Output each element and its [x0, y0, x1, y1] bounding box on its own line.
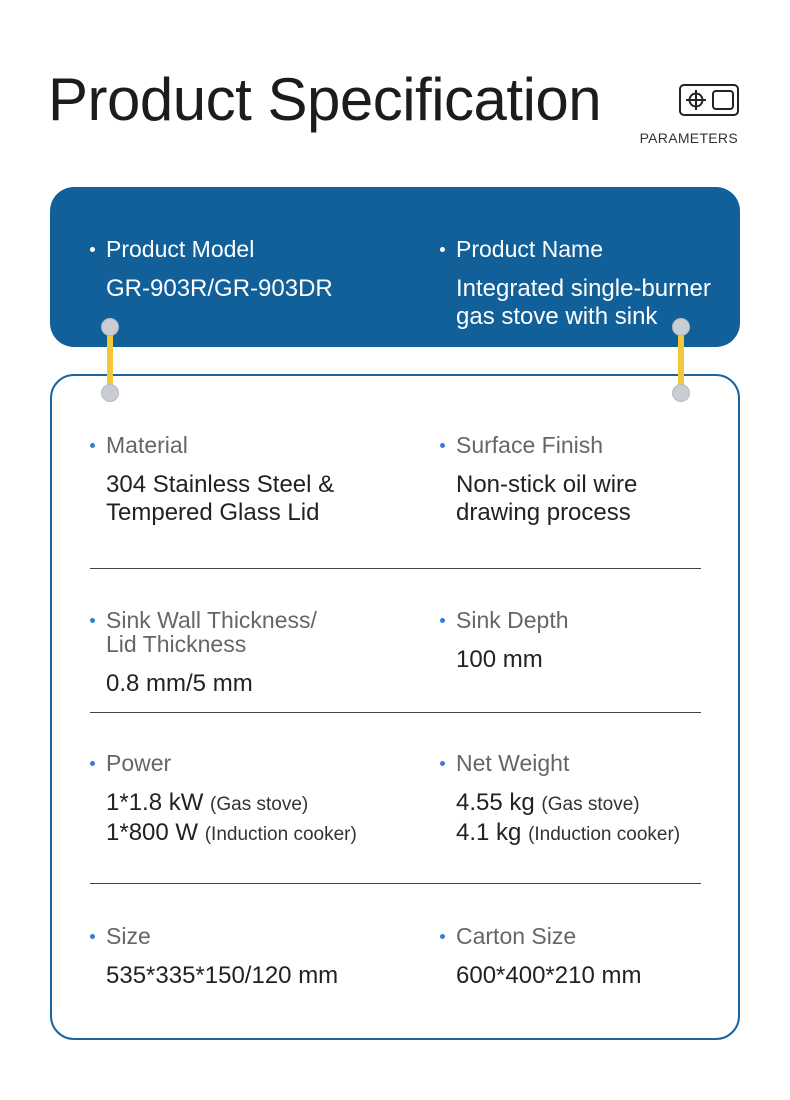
sink-wall-thickness-label [88, 608, 317, 656]
net-weight-value [438, 789, 680, 849]
weight-gas-value: 4.55 kg [456, 789, 535, 816]
material-field [88, 433, 334, 527]
parameters-badge: PARAMETERS [639, 130, 738, 146]
net-weight-label: Net Weight [438, 751, 680, 775]
sink-depth-field [438, 608, 569, 674]
power-field [88, 751, 357, 849]
label-line: Sink Wall Thickness/ [106, 607, 317, 633]
surface-finish-field [438, 433, 637, 527]
net-weight-field [438, 751, 680, 849]
product-name-value [438, 275, 711, 331]
carton-size-field [438, 924, 641, 990]
product-identity-card [50, 187, 740, 347]
product-model-value: GR-903R/GR-903DR [106, 275, 333, 302]
sink-wall-thickness-field [88, 608, 317, 698]
power-gas-value: 1*1.8 kW [106, 789, 204, 816]
power-induction-line [106, 819, 357, 849]
product-model-field [88, 237, 333, 303]
size-value: 535*335*150/120 mm [106, 962, 339, 989]
connector-left [100, 318, 120, 402]
weight-gas-line [456, 789, 680, 819]
material-value [88, 471, 334, 527]
surface-finish-label: Surface Finish [438, 433, 637, 457]
power-gas-line [106, 789, 357, 819]
divider [90, 712, 701, 713]
size-field [88, 924, 338, 990]
divider [90, 883, 701, 884]
material-label: Material [88, 433, 334, 457]
product-name-line: Integrated single-burner [456, 275, 711, 302]
power-label: Power [88, 751, 357, 775]
sink-depth-label: Sink Depth [438, 608, 569, 632]
material-line: Tempered Glass Lid [106, 499, 320, 526]
power-value [88, 789, 357, 849]
product-name-label: Product Name [438, 237, 711, 261]
weight-induction-note: (Induction cooker) [528, 824, 681, 845]
product-name-field [438, 237, 711, 331]
weight-induction-value: 4.1 kg [456, 819, 522, 846]
power-induction-note: (Induction cooker) [204, 824, 357, 845]
size-label: Size [88, 924, 338, 948]
surface-finish-value [438, 471, 637, 527]
sink-depth-value: 100 mm [456, 646, 543, 673]
sink-wall-thickness-value: 0.8 mm/5 mm [106, 670, 253, 697]
weight-induction-line [456, 819, 680, 849]
page-title: Product Specification [48, 66, 602, 133]
product-name-line: gas stove with sink [456, 303, 658, 330]
weight-gas-note: (Gas stove) [541, 794, 640, 815]
power-gas-note: (Gas stove) [210, 794, 309, 815]
carton-size-label: Carton Size [438, 924, 641, 948]
material-line: 304 Stainless Steel & [106, 471, 335, 498]
finish-line: drawing process [456, 499, 631, 526]
product-model-label: Product Model [88, 237, 333, 261]
divider [90, 568, 701, 569]
label-line: Lid Thickness [106, 631, 247, 657]
crosshair-panel-icon [679, 84, 739, 116]
connector-right [671, 318, 691, 402]
carton-size-value: 600*400*210 mm [456, 962, 642, 989]
power-induction-value: 1*800 W [106, 819, 199, 846]
finish-line: Non-stick oil wire [456, 471, 638, 498]
